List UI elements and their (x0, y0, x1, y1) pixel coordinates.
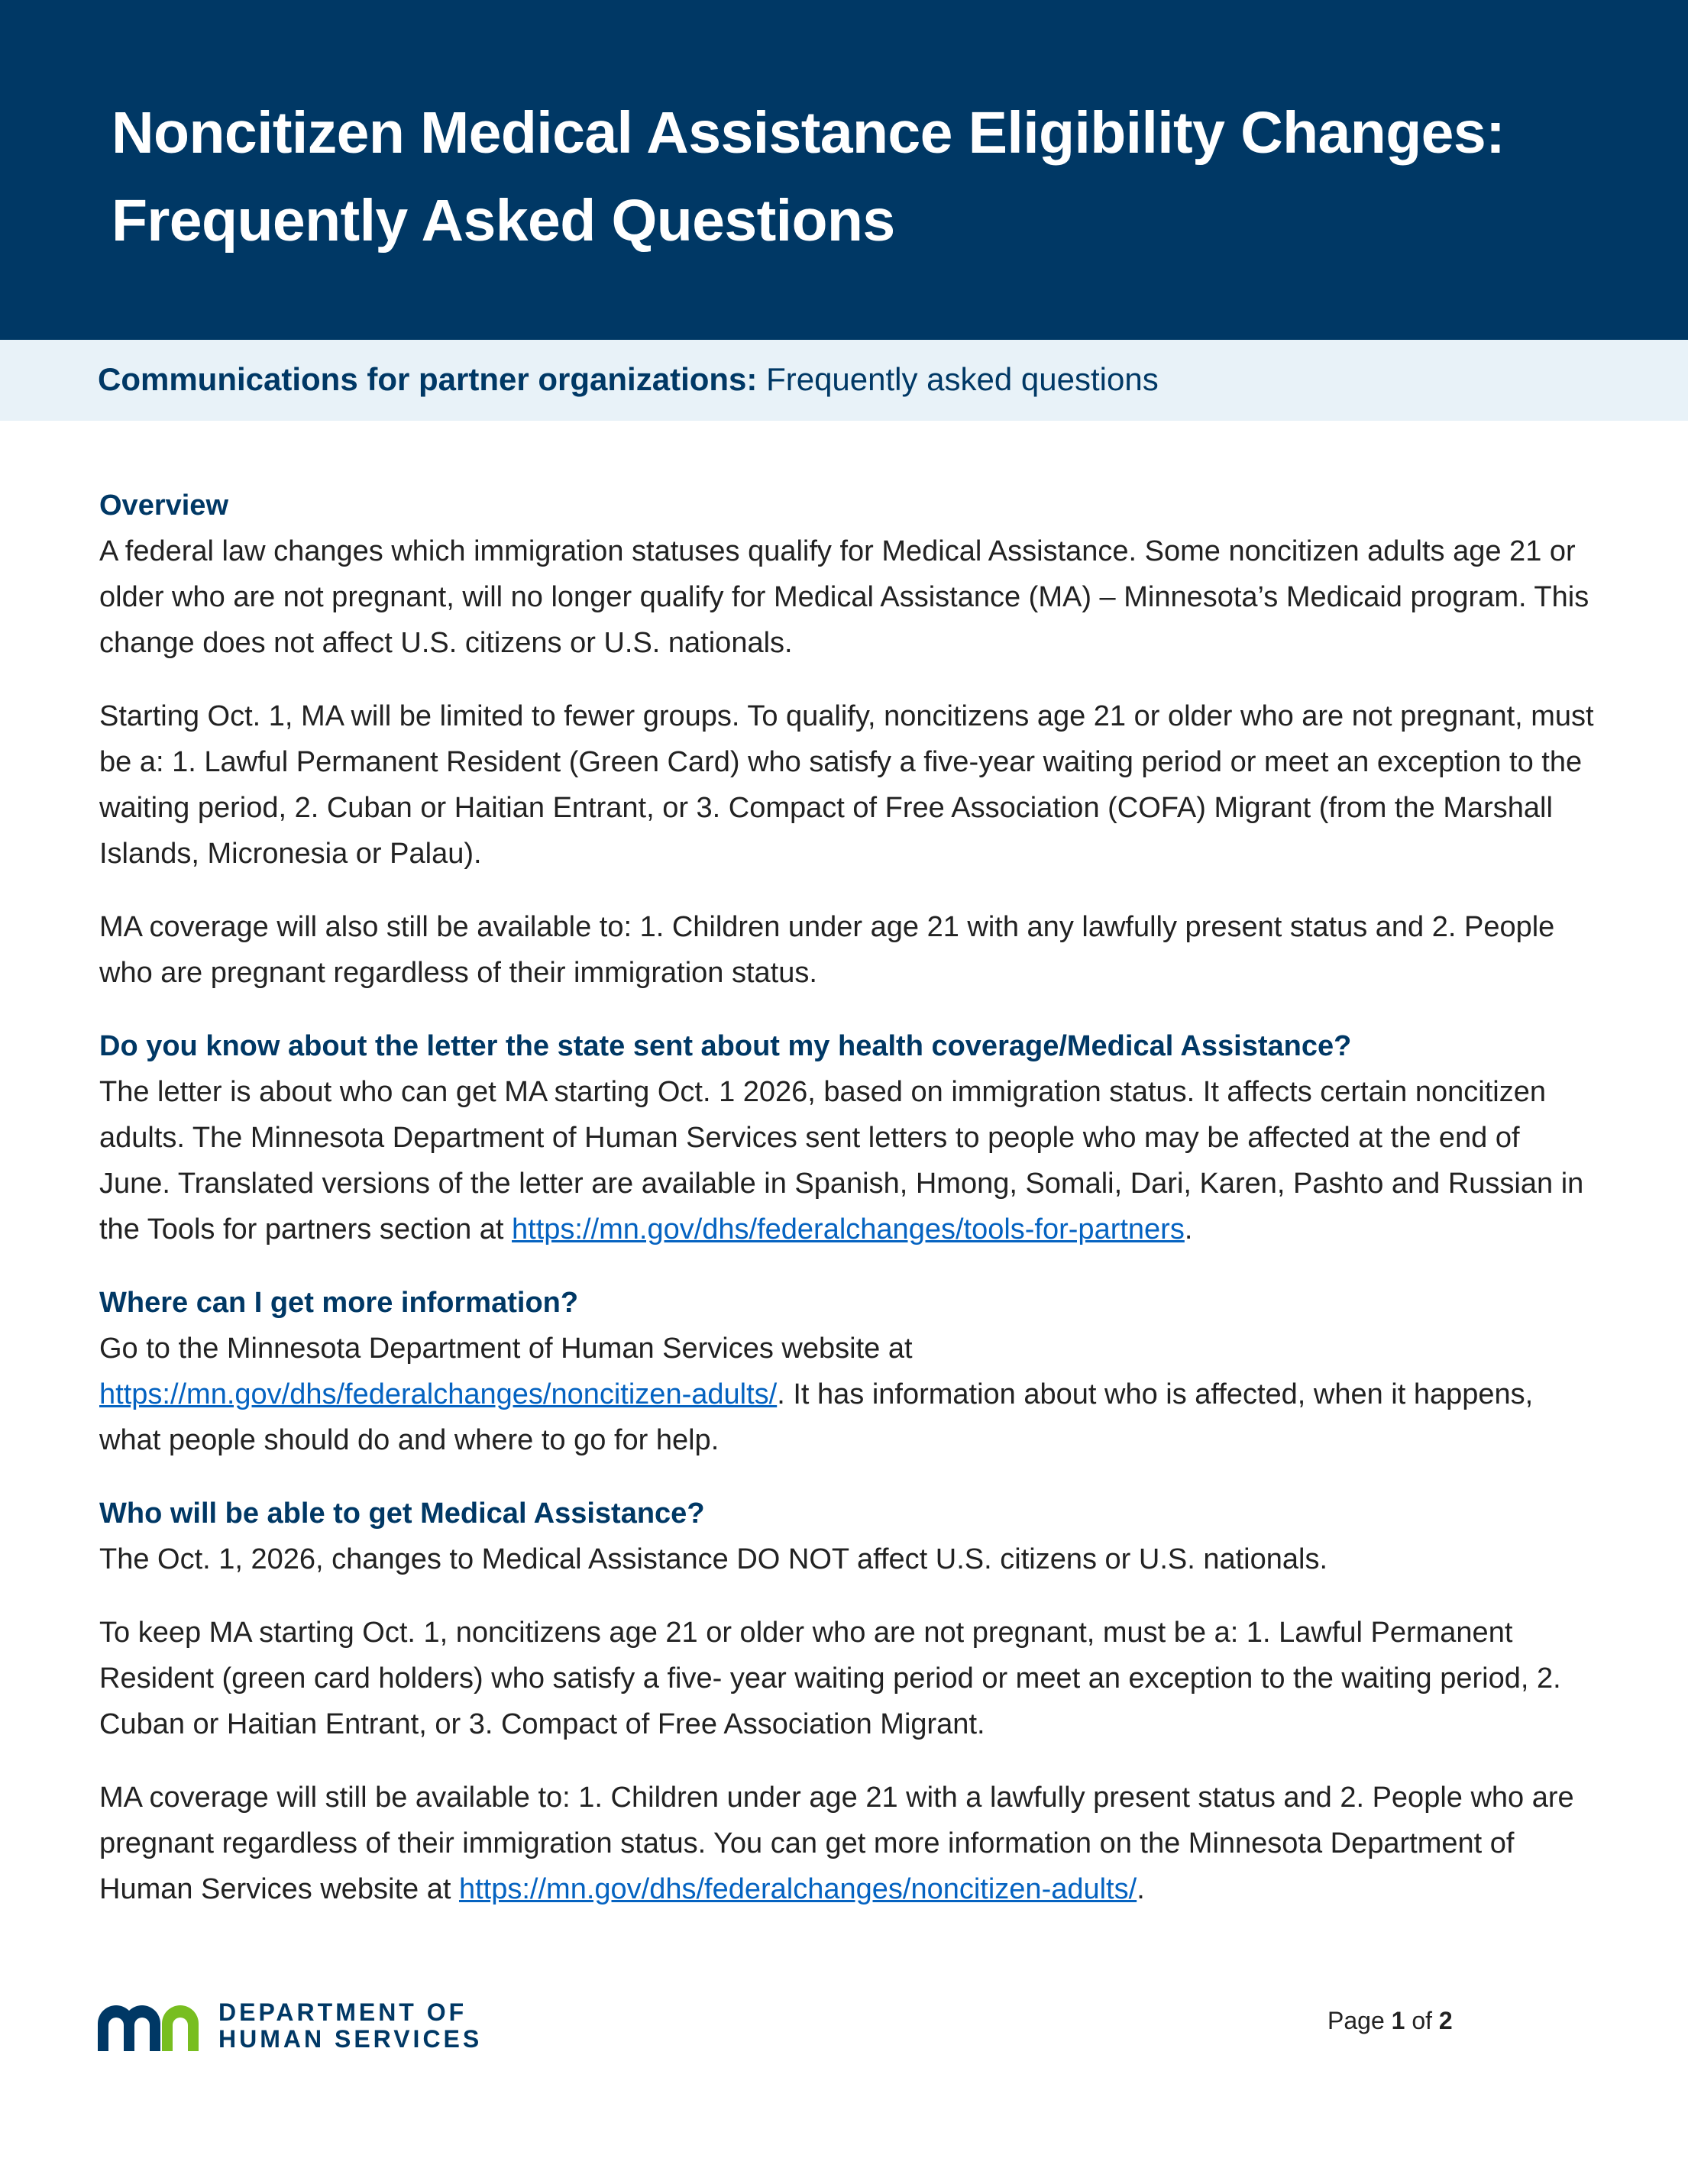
section-heading-eligibility: Who will be able to get Medical Assistance? (99, 1497, 705, 1530)
overview-paragraph-2: Starting Oct. 1, MA will be limited to fewer groups. To qualify, noncitizens age 21 or older who are not pregnant, must be a: 1. Lawful Permanent Resident (Green Card) who satisfy a five-year waiting period or meet an exception to the waiting period, 2. Cuban or Haitian Entrant, or 3. Compact of Free Association (COFA) Migrant (from the Marshall Islands, Micronesia or Palau). (99, 700, 1594, 870)
section-more-info (99, 1280, 1596, 1463)
eligibility-paragraph-2: To keep MA starting Oct. 1, noncitizens age 21 or older who are not pregnant, must be a: 1. Lawful Permanent Resident (green card holders) who satisfy a five- year waiting period or meet an exception to the waiting period, 2. Cuban or Haitian Entrant, or 3. Compact of Free Association Migrant. (99, 1617, 1561, 1740)
page-total: 2 (1438, 2007, 1453, 2034)
noncitizen-adults-link-2[interactable]: https://mn.gov/dhs/federalchanges/noncitizen-adults/ (458, 1873, 1137, 1905)
page-title-line-2: Frequently Asked Questions (112, 188, 895, 254)
section-eligibility (99, 1491, 1596, 1912)
document-body (99, 483, 1596, 1940)
noncitizen-adults-link[interactable]: https://mn.gov/dhs/federalchanges/noncitizen-adults/ (99, 1378, 778, 1410)
mn-logo-mark (98, 2004, 205, 2051)
dhs-logo (98, 1999, 495, 2053)
section-overview (99, 483, 1596, 996)
page-current: 1 (1391, 2007, 1405, 2034)
eligibility-paragraph-3 (99, 1775, 1596, 1912)
logo-line-1: DEPARTMENT OF (218, 1998, 467, 2026)
page-title-line-1: Noncitizen Medical Assistance Eligibility Changes: (112, 100, 1505, 166)
overview-paragraph-3: MA coverage will also still be available to: 1. Children under age 21 with any lawfully present status and 2. People who are pregnant regardless of their immigration status. (99, 911, 1555, 989)
eligibility-paragraph-3-end: . (1137, 1873, 1145, 1905)
eligibility-paragraph-1: The Oct. 1, 2026, changes to Medical Assistance DO NOT affect U.S. citizens or U.S. nationals. (99, 1543, 1328, 1575)
logo-line-2: HUMAN SERVICES (218, 2025, 483, 2053)
subtitle (98, 359, 1159, 401)
letter-paragraph (99, 1069, 1596, 1252)
section-heading-more-info: Where can I get more information? (99, 1287, 579, 1319)
page-prefix: Page (1327, 2007, 1392, 2034)
eligibility-paragraph-3-text: MA coverage will still be available to: 1. Children under age 21 with a lawfully present status and 2. People who are pregnant regardless of their immigration status. You can get more information on the Minnesota Department of Human Services website at (99, 1782, 1574, 1905)
logo-wordmark (218, 1999, 482, 2053)
page-of: of (1405, 2007, 1439, 2034)
letter-paragraph-end: . (1184, 1213, 1193, 1245)
more-info-paragraph-end: . It has information about who is affected, when it happens, what people should do and where to go for help. (99, 1378, 1534, 1456)
title-banner (0, 0, 1688, 340)
overview-paragraph-1: A federal law changes which immigration statuses qualify for Medical Assistance. Some noncitizen adults age 21 or older who are not pregnant, will no longer qualify for Medical Assistance (MA) – Minnesota’s Medicaid program. This change does not affect U.S. citizens or U.S. nationals. (99, 535, 1589, 659)
more-info-paragraph (99, 1326, 1596, 1463)
more-info-paragraph-text: Go to the Minnesota Department of Human Services website at (99, 1333, 913, 1365)
subtitle-audience: Communications for partner organizations: (98, 361, 758, 397)
tools-for-partners-link[interactable]: https://mn.gov/dhs/federalchanges/tools-for-partners (512, 1213, 1185, 1245)
section-letter (99, 1023, 1596, 1252)
page-number (1327, 2007, 1453, 2035)
letter-paragraph-text: The letter is about who can get MA starting Oct. 1 2026, based on immigration status. It affects certain noncitizen adults. The Minnesota Department of Human Services sent letters to people who may be affected at the end of June. Translated versions of the letter are available in Spanish, Hmong, Somali, Dari, Karen, Pashto and Russian in the Tools for partners section at (99, 1076, 1584, 1245)
section-heading-overview: Overview (99, 489, 228, 522)
subtitle-topic: Frequently asked questions (766, 361, 1159, 397)
section-heading-letter: Do you know about the letter the state sent about my health coverage/Medical Assistance? (99, 1030, 1352, 1062)
